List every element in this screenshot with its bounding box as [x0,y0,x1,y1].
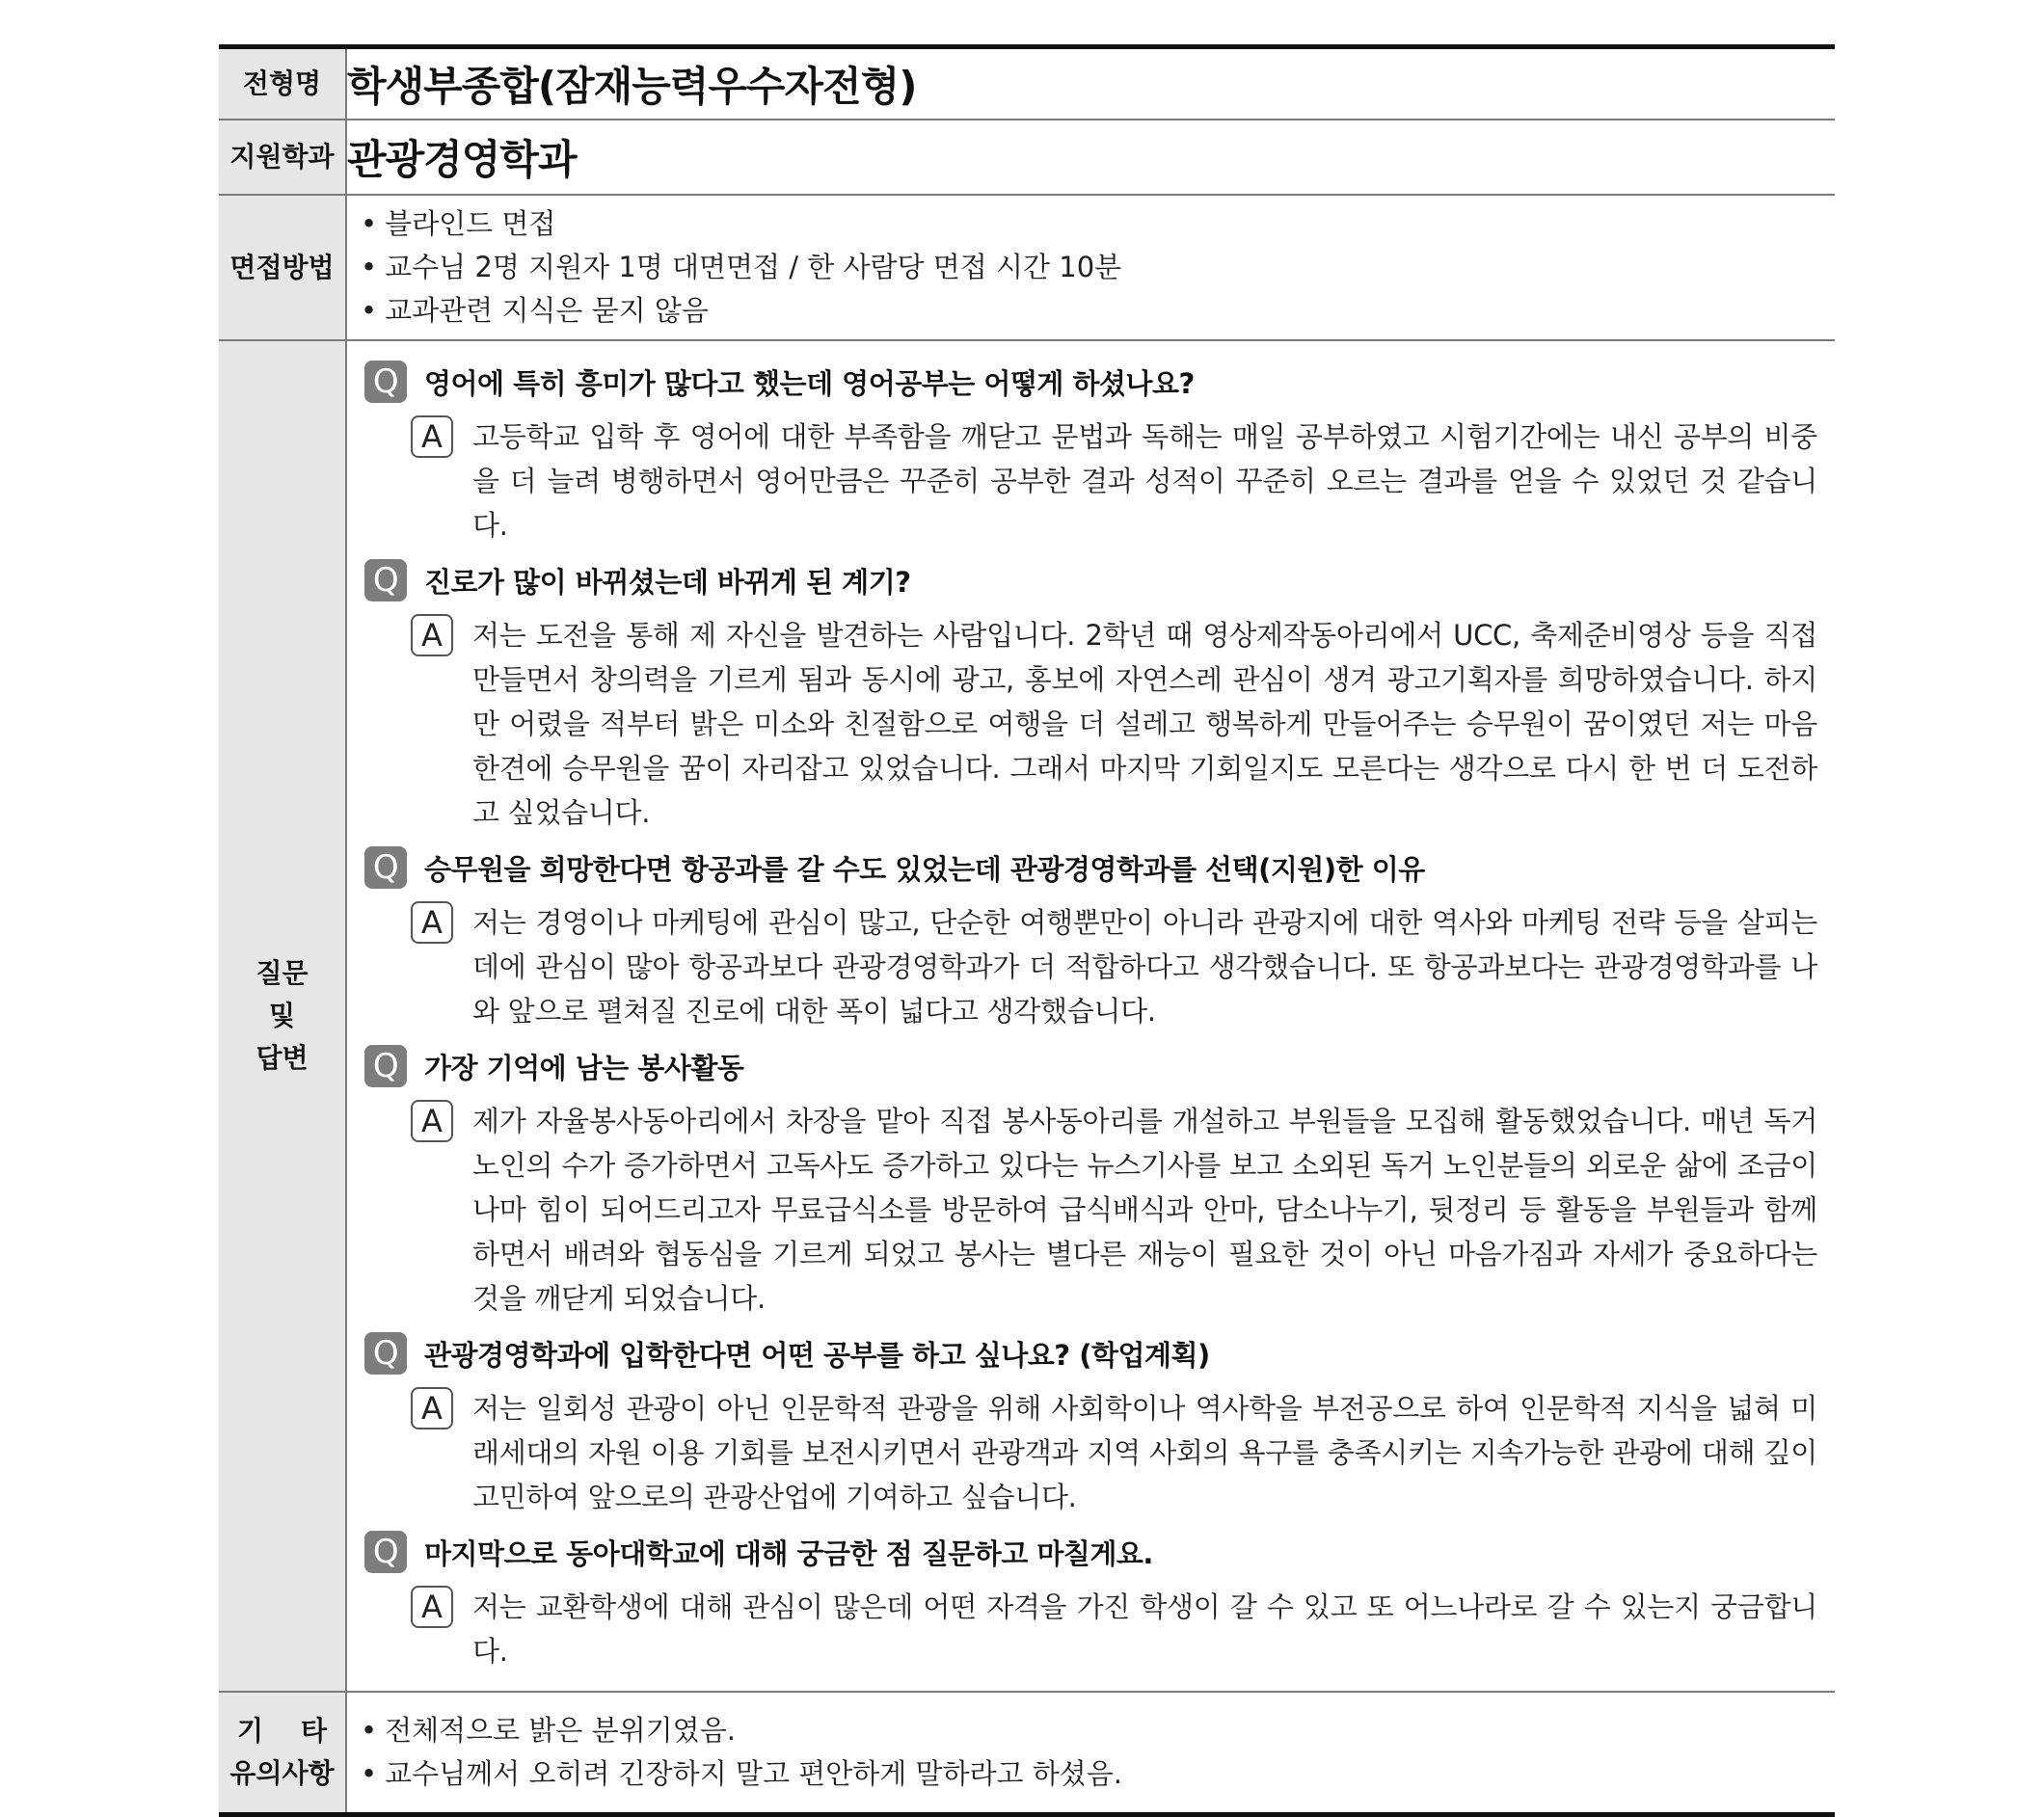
interview-record-table [219,44,1835,1817]
question-icon: Q [364,846,407,889]
answer-icon: A [411,1586,453,1628]
answer-item [411,1386,1817,1519]
qa-label-line: 답변 [256,1042,309,1074]
question-icon: Q [364,361,407,403]
question-icon: Q [364,559,407,601]
question-item [364,559,1817,601]
qa-label [219,340,346,1692]
answer-item [411,414,1817,548]
answer-icon: A [411,415,453,458]
question-item [364,1045,1817,1087]
question-item [364,1531,1817,1573]
question-icon: Q [364,1531,407,1573]
answer-item [411,1585,1817,1673]
answer-text: 저는 일회성 관광이 아닌 인문학적 관광을 위해 사회학이나 역사학을 부전공으로 하여 인문학적 지식을 넓혀 미래세대의 자원 이용 기회를 보전시키면서 관광객과 지역 사회의 욕구를 충족시키는 지속가능한 관광에 대해 깊이 고민하여 앞으로의 관광산업에 기여하고 싶습니다. [472,1392,1817,1513]
qa-list [347,341,1835,1691]
method-row [219,195,1835,340]
qa-label-line: 및 [268,1000,296,1031]
question-icon: Q [364,1332,407,1375]
track-value-cell [346,47,1835,120]
etc-value-cell [346,1692,1835,1815]
answer-text: 제가 자율봉사동아리에서 차장을 맡아 직접 봉사동아리를 개설하고 부원들을 모집해 활동했었습니다. 매년 독거노인의 수가 증가하면서 고독사도 증가하고 있다는 뉴스기사를 보고 소외된 독거 노인분들의 외로운 삶에 조금이나마 힘이 되어드리고자 무료급식소를 방문하여 급식배식과 안마, 담소나누기, 뒷정리 등 활동을 부원들과 함께 하면서 배려와 협동심을 기르게 되었고 봉사는 별다른 재능이 필요한 것이 아닌 마음가짐과 자세가 중요하다는 것을 깨닫게 되었습니다. [472,1105,1817,1315]
answer-icon: A [411,901,453,944]
question-item [364,1332,1817,1375]
method-item: • 교과관련 지식은 묻지 않음 [361,289,1835,333]
qa-label-line: 질문 [256,957,309,989]
dept-row [219,120,1835,195]
question-text: 마지막으로 동아대학교에 대해 궁금한 점 질문하고 마칠게요. [424,1536,1153,1570]
method-list [347,202,1835,333]
dept-label: 지원학과 [219,120,346,195]
question-icon: Q [364,1045,407,1087]
etc-label-line: 유의사항 [229,1757,335,1789]
qa-row [219,340,1835,1692]
question-text: 진로가 많이 바뀌셨는데 바뀌게 된 계기? [424,565,911,599]
dept-value-cell [346,120,1835,195]
etc-item: • 교수님께서 오히려 긴장하지 말고 편안하게 말하라고 하셨음. [361,1752,1835,1796]
track-value: 학생부종합(잠재능력우수자전형) [347,63,917,110]
answer-text: 저는 도전을 통해 제 자신을 발견하는 사람입니다. 2학년 때 영상제작동아리에서 UCC, 축제준비영상 등을 직접 만들면서 창의력을 기르게 됨과 동시에 광고, 홍보에 자연스레 관심이 생겨 광고기획자를 희망하였습니다. 하지만 어렸을 적부터 밝은 미소와 친절함으로 여행을 더 설레고 행복하게 만들어주는 승무원이 꿈이였던 저는 마음 한견에 승무원을 꿈이 자리잡고 있었습니다. 그래서 마지막 기회일지도 모른다는 생각으로 다시 한 번 더 도전하고 싶었습니다. [472,619,1817,829]
method-item: • 교수님 2명 지원자 1명 대면면접 / 한 사람당 면접 시간 10분 [361,246,1835,289]
question-text: 승무원을 희망한다면 항공과를 갈 수도 있었는데 관광경영학과를 선택(지원)한 이유 [424,852,1425,886]
answer-icon: A [411,1100,453,1142]
method-label: 면접방법 [219,195,346,340]
etc-row [219,1692,1835,1815]
method-value-cell [346,195,1835,340]
question-text: 관광경영학과에 입학한다면 어떤 공부를 하고 싶나요? (학업계획) [424,1338,1210,1372]
answer-text: 저는 경영이나 마케팅에 관심이 많고, 단순한 여행뿐만이 아니라 관광지에 대한 역사와 마케팅 전략 등을 살피는 데에 관심이 많아 항공과보다 관광경영학과가 더 적합하다고 생각했습니다. 또 항공과보다는 관광경영학과를 나와 앞으로 펼쳐질 진로에 대한 폭이 넓다고 생각했습니다. [472,906,1818,1028]
etc-list [347,1709,1835,1796]
answer-item [411,613,1817,835]
track-row [219,47,1835,120]
answer-text: 저는 교환학생에 대해 관심이 많은데 어떤 자격을 가진 학생이 갈 수 있고 또 어느나라로 갈 수 있는지 궁금합니다. [472,1590,1817,1668]
dept-value: 관광경영학과 [347,136,577,183]
question-text: 영어에 특히 흥미가 많다고 했는데 영어공부는 어떻게 하셨나요? [424,366,1195,400]
qa-content-cell [346,340,1835,1692]
question-item [364,361,1817,403]
answer-icon: A [411,614,453,656]
etc-label-line: 기 타 [236,1715,328,1747]
question-item [364,846,1817,889]
method-item: • 블라인드 면접 [361,202,1835,246]
answer-text: 고등학교 입학 후 영어에 대한 부족함을 깨닫고 문법과 독해는 매일 공부하였고 시험기간에는 내신 공부의 비중을 더 늘려 병행하면서 영어만큼은 꾸준히 공부한 결과 성적이 꾸준히 오르는 결과를 얻을 수 있었던 것 같습니다. [472,420,1817,542]
etc-label [219,1692,346,1815]
etc-item: • 전체적으로 밝은 분위기였음. [361,1709,1835,1752]
answer-icon: A [411,1387,453,1430]
answer-item [411,900,1817,1033]
interview-record-sheet [219,44,1835,1817]
question-text: 가장 기억에 남는 봉사활동 [424,1051,744,1084]
answer-item [411,1099,1817,1321]
track-label: 전형명 [219,47,346,120]
